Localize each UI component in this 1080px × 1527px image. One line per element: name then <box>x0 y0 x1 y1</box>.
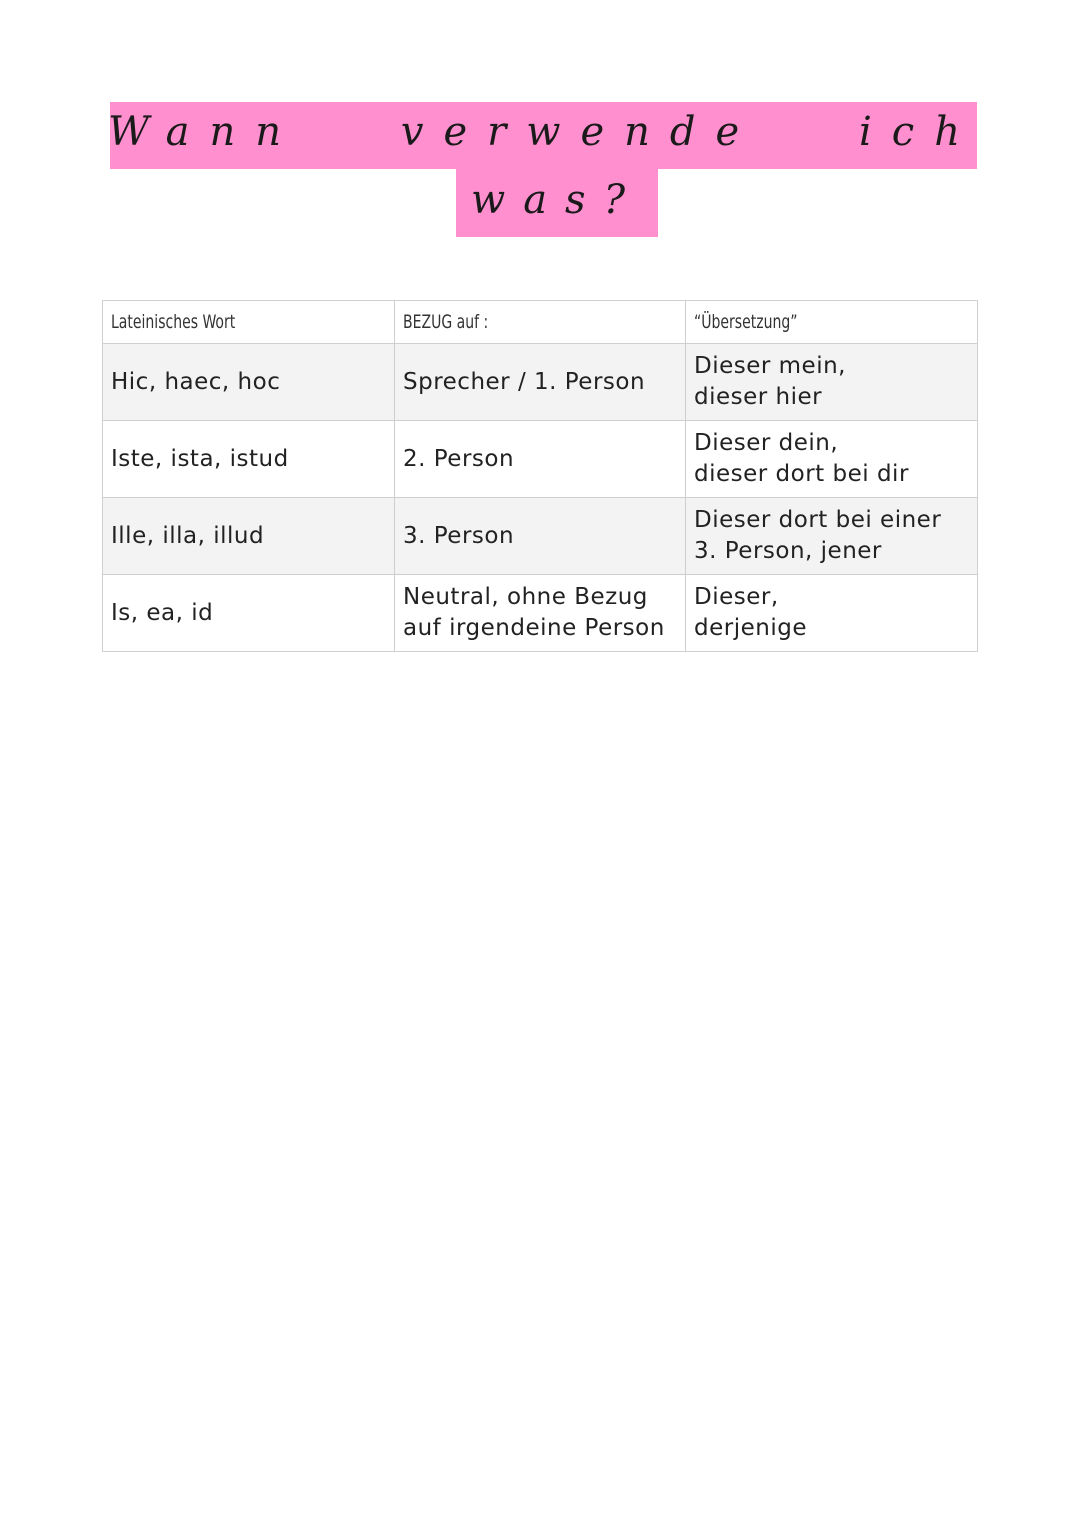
cell-bezug: 3. Person <box>395 498 686 575</box>
translation-line: dieser dort bei dir <box>694 461 909 487</box>
table-row <box>103 575 978 652</box>
bezug-line: Neutral, ohne Bezug <box>403 584 648 610</box>
table-row <box>103 344 978 421</box>
header-latin-word: Lateinisches Wort <box>103 301 395 344</box>
cell-latin-word: Hic, haec, hoc <box>103 344 395 421</box>
pronoun-table <box>102 300 978 652</box>
cell-translation <box>686 421 978 498</box>
translation-line: dieser hier <box>694 384 823 410</box>
cell-translation <box>686 344 978 421</box>
page-title-line2: was? <box>470 177 644 223</box>
translation-line: Dieser mein, <box>694 353 846 379</box>
translation-line: 3. Person, jener <box>694 538 882 564</box>
table-row <box>103 421 978 498</box>
translation-line: Dieser dein, <box>694 430 839 456</box>
page-title-line1 <box>108 104 980 164</box>
cell-latin-word: Iste, ista, istud <box>103 421 395 498</box>
cell-translation <box>686 498 978 575</box>
translation-line: Dieser, <box>694 584 779 610</box>
title-word-ich: ich <box>859 109 980 155</box>
bezug-line: auf irgendeine Person <box>403 615 665 641</box>
translation-line: derjenige <box>694 615 807 641</box>
header-translation: “Übersetzung” <box>686 301 978 344</box>
title-word-verwende: verwende <box>400 109 760 155</box>
cell-translation <box>686 575 978 652</box>
cell-latin-word: Ille, illa, illud <box>103 498 395 575</box>
header-bezug: BEZUG auf : <box>395 301 686 344</box>
cell-bezug: 2. Person <box>395 421 686 498</box>
cell-bezug <box>395 575 686 652</box>
translation-line: Dieser dort bei einer <box>694 507 942 533</box>
table-row <box>103 498 978 575</box>
title-word-wann: Wann <box>108 109 302 155</box>
cell-bezug: Sprecher / 1. Person <box>395 344 686 421</box>
table-header-row <box>103 301 978 344</box>
cell-latin-word: Is, ea, id <box>103 575 395 652</box>
